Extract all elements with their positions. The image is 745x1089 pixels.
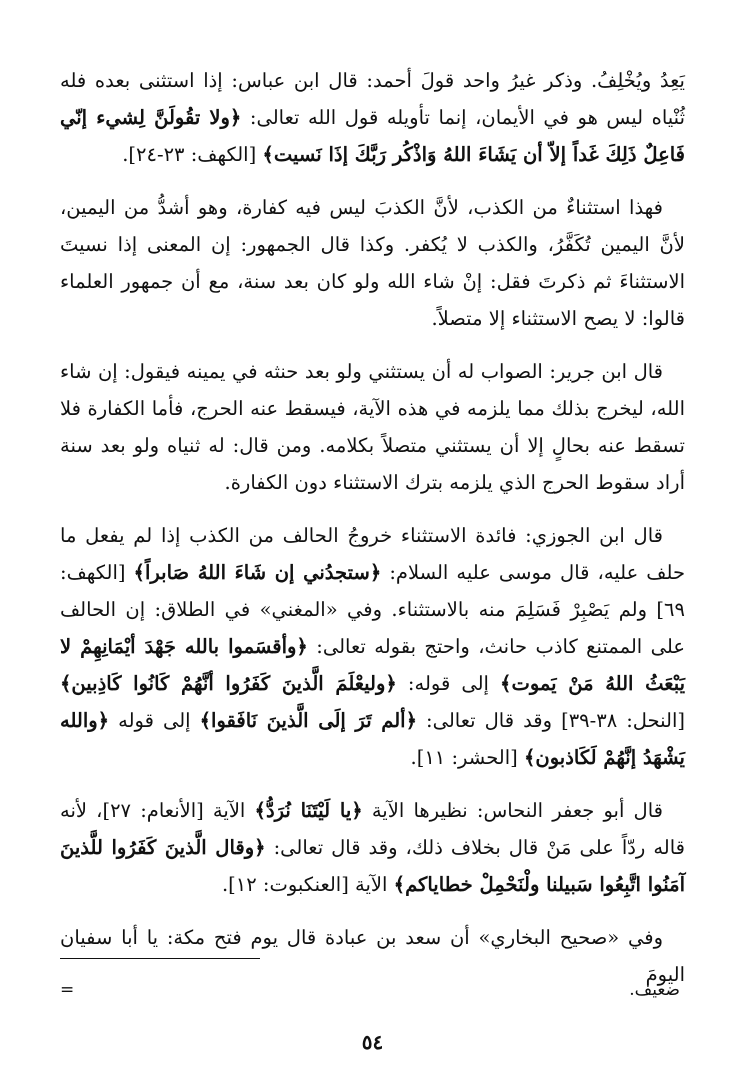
footnote bbox=[60, 980, 680, 1000]
paragraph bbox=[60, 517, 685, 776]
paragraph-text: [النحل: ٣٨-٣٩] وقد قال تعالى: bbox=[417, 709, 685, 732]
page-body bbox=[60, 62, 685, 1049]
quran-quote: ﴿ستجدُني إن شَاءَ اللهُ صَابراً﴾ bbox=[133, 561, 382, 584]
quran-quote: ﴿وقال الَّذينَ كَفَرُوا للَّذينَ آمَنُوا اتَّبِعُوا سَبيلنا ولْنَحْمِلْ خطاياكم﴾ bbox=[60, 836, 685, 896]
paragraph-text: الآية [الأنعام: ٢٧]، لأنه قاله ردّاً على مَنْ قال بخلاف ذلك، وقد قال تعالى: bbox=[60, 799, 686, 859]
paragraph bbox=[60, 189, 685, 337]
paragraph-text: [الكهف: ٢٣-٢٤]. bbox=[122, 143, 263, 166]
quran-quote: ﴿ولا تقُولَنَّ لِشيء إنّي فَاعِلٌ ذَلِكَ غَداً إلاّ أن يَشَاءَ اللهُ وَاذْكُر رَبَّكَ إذَا نَسيت﴾ bbox=[60, 106, 685, 166]
paragraph-text: قال ابن جرير: الصواب له أن يستثني ولو بعد حنثه في يمينه فيقول: إن شاء الله، ليخرج بذلك مما يلزمه في هذه الآية، فيسقط عنه الحرج، فأما الكفارة فلا تسقط عنه بحالٍ إلا أن يستثني متصلاً بكلامه. ومن قال: له ثنياه ولو بعد سنة أراد سقوط الحرج الذي يلزمه بترك الاستثناء دون الكفارة. bbox=[60, 360, 685, 494]
footnote-text: ضعيف. bbox=[629, 980, 680, 1000]
paragraph-text: إلى قوله bbox=[109, 709, 200, 732]
paragraph-text: إلى قوله: bbox=[396, 672, 501, 695]
paragraph-text: قال ابن الجوزي: فائدة الاستثناء خروجُ الحالف من الكذب إذا لم يفعل ما حلف عليه، قال موسى عليه السلام: bbox=[60, 524, 686, 584]
quran-quote: ﴿والله يَشْهَدُ إنَّهُمْ لَكَاذبون﴾ bbox=[60, 709, 685, 769]
paragraph bbox=[60, 62, 685, 173]
quran-quote: ﴿يا لَيْتَنَا نُرَدُّ﴾ bbox=[254, 799, 363, 822]
paragraph-text: وفي «صحيح البخاري» أن سعد بن عبادة قال يوم فتح مكة: يا أبا سفيان اليومَ bbox=[60, 926, 685, 986]
paragraph-text: [الحشر: ١١]. bbox=[410, 746, 524, 769]
footnote-divider bbox=[60, 958, 260, 959]
paragraph-text: الآية [العنكبوت: ١٢]. bbox=[221, 873, 394, 896]
quran-quote: ﴿ألم تَرَ إلَى الَّذينَ نَافَقوا﴾ bbox=[199, 709, 418, 732]
paragraph bbox=[60, 792, 685, 903]
paragraph-text: [الكهف: ٦٩] ولم يَصْبِرْ فَسَلِمَ منه بالاستثناء. وفي «المغني» في الطلاق: إن الحالف على الممتنع كاذب حانث، واحتج بقوله تعالى: bbox=[60, 561, 685, 658]
paragraph-text: قال أبو جعفر النحاس: نظيرها الآية bbox=[362, 799, 663, 822]
paragraph-text: يَعِدُ ويُخْلِفُ. وذكر غيرُ واحد قولَ أحمد: قال ابن عباس: إذا استثنى بعده فله ثُنْياه ليس هو في الأيمان، إنما تأويله قول الله تعالى: bbox=[60, 69, 685, 129]
quran-quote: ﴿وليعْلَمَ الَّذينَ كَفَرُوا أنَّهُمْ كَانُوا كَاذِبين﴾ bbox=[60, 672, 397, 695]
footnote-mark: = bbox=[60, 980, 75, 1000]
paragraph-text: فهذا استثناءٌ من الكذب، لأنَّ الكذبَ ليس فيه كفارة، وهو أشدُّ من اليمين، لأنَّ اليمين تُكَفَّرُ، والكذب لا يُكفر. وكذا قال الجمهور: إن المعنى إذا نسيتَ الاستثناءَ ثم ذكرتَ فقل: إنْ شاء الله ولو كان بعد سنة، مع أن جمهور العلماء قالوا: لا يصح الاستثناء إلا متصلاً. bbox=[60, 196, 685, 330]
quran-quote: ﴿وأقسَموا بالله جَهْدَ أيْمَانِهِمْ لا يَبْعَثُ اللهُ مَنْ يَموت﴾ bbox=[60, 635, 685, 695]
page-number: ٥٤ bbox=[361, 1030, 384, 1054]
paragraph bbox=[60, 353, 685, 501]
